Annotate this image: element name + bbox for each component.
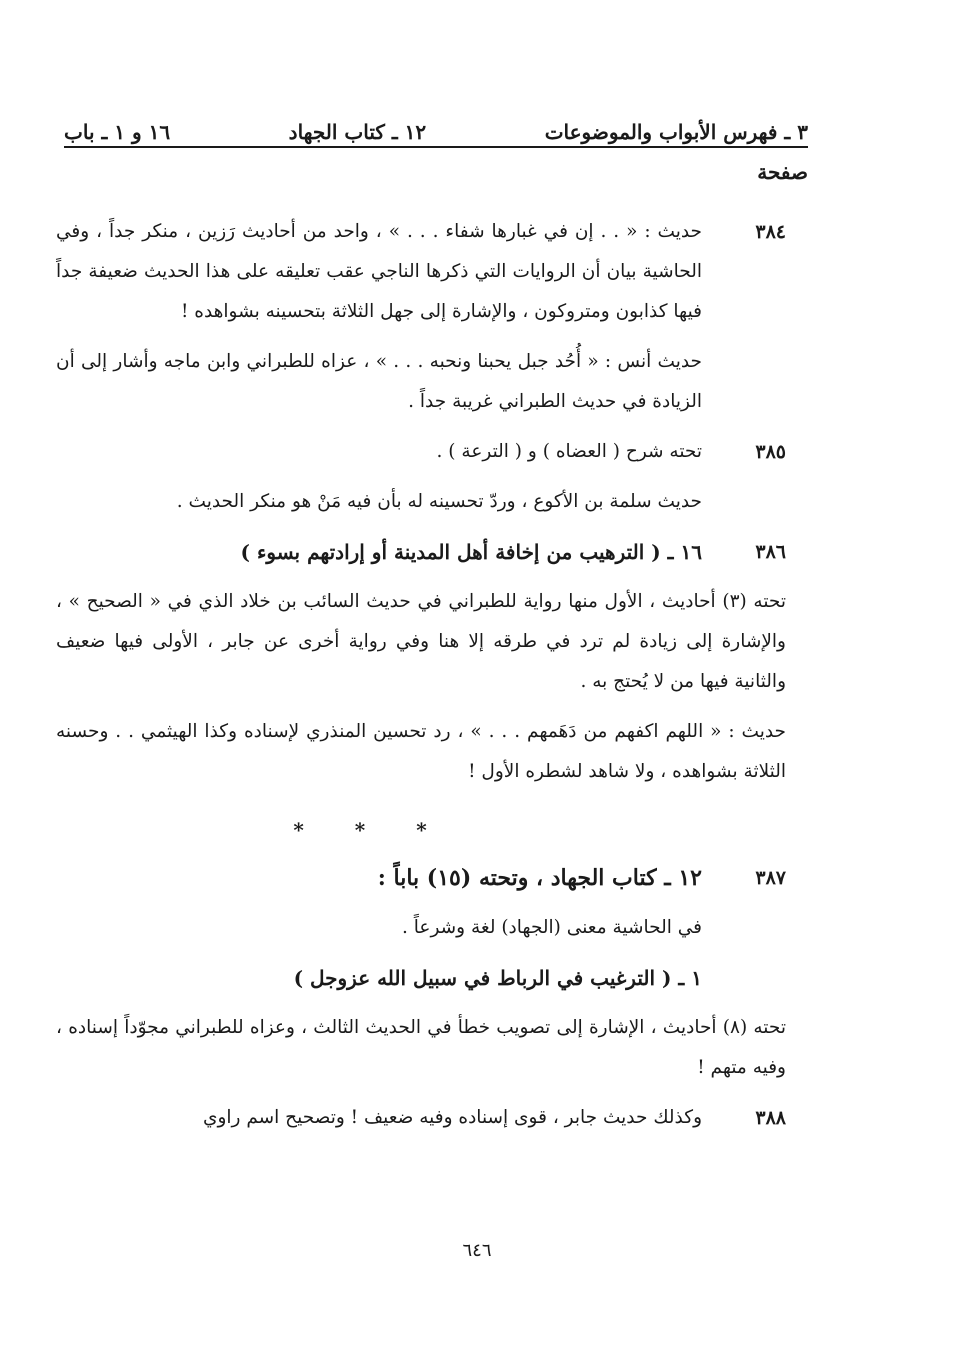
entry-paragraph: حديث سلمة بن الأكوع ، وردّ تحسينه له بأن فيه مَنْ هو منكر الحديث . [176, 491, 702, 512]
header-rule [64, 146, 808, 148]
header-chapter-range: ١٦ و ١ ـ باب [64, 120, 171, 144]
chapter-heading: ١٢ ـ كتاب الجهاد ، وتحته (١٥) باباً : [377, 865, 702, 891]
index-entries [56, 212, 786, 1148]
entry-paragraph: تحته (٨) أحاديث ، الإشارة إلى تصويب خطأ في الحديث الثالث ، وعزاه للطبراني مجوّداً إسناده ، وفيه متهم ! [56, 1017, 786, 1078]
index-entry [56, 1098, 786, 1148]
entry-body [56, 1098, 728, 1148]
index-entry [56, 532, 786, 582]
entry-paragraph: حديث : « . . إن في غبارها شفاء . . . » ، واحد من أحاديث رَزين ، منكر جداً ، وفي الحاشية بيان أن الروايات التي ذكرها الناجي عقب تعليقه على هذا الحديث ضعيفة جداً فيها كذابون ومتروكون ، والإشارة إلى جهل الثلاثة بتحسينه بشواهده ! [56, 221, 702, 322]
header-index-title: ٣ ـ فهرس الأبواب والموضوعات [544, 120, 808, 144]
entry-paragraph: حديث أنس : « أُحُد جبل يحبنا ونحبه . . . » ، عزاه للطبراني وابن ماجه وأشار إلى أن الزيادة في حديث الطبراني غريبة جداً . [56, 351, 702, 412]
index-entry [56, 212, 786, 432]
header-book-title: ١٢ ـ كتاب الجهاد [288, 120, 427, 144]
running-header [64, 108, 808, 144]
entry-paragraph: وكذلك حديث جابر ، قوى إسناده وفيه ضعيف ! وتصحيح اسم راوي [202, 1107, 702, 1128]
entry-body [56, 532, 728, 582]
entry-page-number: ٣٨٧ [755, 867, 786, 889]
entry-page-number: ٣٨٦ [755, 541, 786, 563]
index-entry [56, 432, 786, 532]
entry-page-number: ٣٨٨ [755, 1107, 786, 1129]
entry-paragraph: تحته شرح ( العضاه ) و ( الترعة ) . [436, 441, 702, 462]
section-separator: * * * [293, 818, 449, 842]
entry-paragraph: في الحاشية معنى (الجهاد) لغة وشرعاً . [402, 917, 702, 938]
entry-paragraph: حديث : « اللهم اكفهم من دَهَمهم . . . » ، رد تحسين المنذري لإسناده وكذا الهيثمي . . وحسنه الثلاثة بشواهده ، ولا شاهد لشطره الأول ! [56, 721, 786, 782]
section-heading: ١٦ ـ ( الترهيب من إخافة أهل المدينة أو إرادتهم بسوء ) [240, 540, 702, 564]
page-column-label: صفحة [757, 160, 808, 184]
page-number: ٦٤٦ [462, 1240, 492, 1261]
entry-page-number: ٣٨٤ [755, 221, 786, 243]
entry-paragraph: تحته (٣) أحاديث ، الأول منها رواية للطبراني في حديث السائب بن خلاد الذي في « الصحيح » ، والإشارة إلى زيادة لم ترد في طرقه إلا هنا وفي رواية أخرى عن جابر ، الأولى فيها ضعيف والثانية فيها من لا يُحتج به . [56, 591, 786, 692]
entry-body [56, 212, 728, 432]
index-entry [56, 858, 786, 1008]
entry-page-number: ٣٨٥ [755, 441, 786, 463]
entry-body [56, 858, 728, 1008]
entry-body [56, 432, 728, 532]
section-heading: ١ ـ ( الترغيب في الرباط في سبيل الله عزوجل ) [293, 966, 702, 990]
